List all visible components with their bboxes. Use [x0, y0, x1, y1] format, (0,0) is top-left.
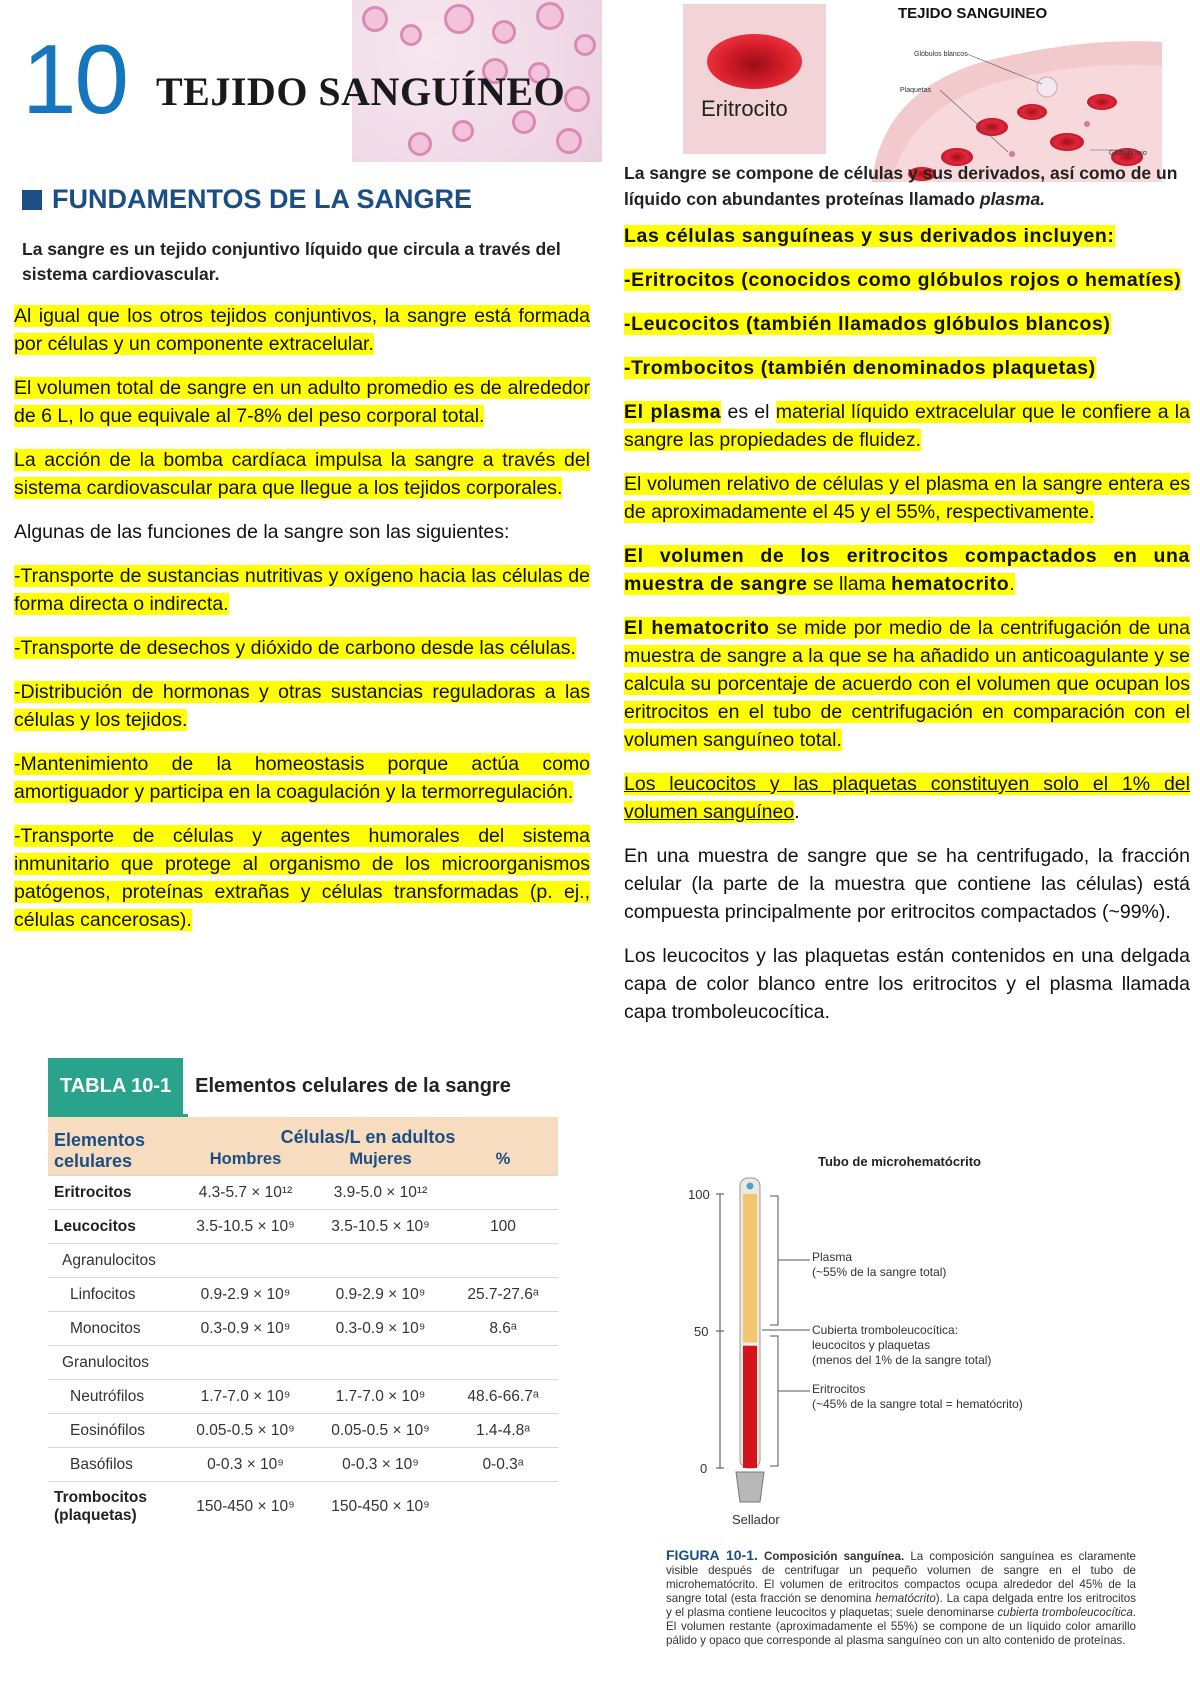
- rbc-icon: [1087, 94, 1117, 110]
- right-column: [624, 222, 1190, 1042]
- plasma-label: Plasma: [812, 1250, 853, 1264]
- vessel-label: Glóbulo rojo: [1109, 150, 1147, 157]
- left-column: [14, 302, 590, 950]
- buffy-label-sub: leucocitos y plaquetas: [812, 1338, 931, 1352]
- function-item: -Transporte de sustancias nutritivas y oxígeno hacia las células de forma directa o indirecta.: [14, 565, 590, 615]
- paragraph: El volumen total de sangre en un adulto promedio es de alrededor de 6 L, lo que equivale al 7-8% del peso corporal total.: [14, 377, 590, 427]
- tick-label: 0: [700, 1461, 708, 1476]
- table-row: Leucocitos 3.5-10.5 × 10⁹ 3.5-10.5 × 10⁹ 100: [48, 1210, 558, 1244]
- paragraph: Las células sanguíneas y sus derivados incluyen:: [624, 225, 1115, 247]
- cell-type-item: -Leucocitos (también llamados glóbulos blancos): [624, 313, 1111, 335]
- vessel-title: TEJIDO SANGUINEO: [898, 5, 1048, 22]
- plasma-column: [743, 1194, 757, 1343]
- chapter-title: TEJIDO SANGUÍNEO: [156, 69, 566, 114]
- erythrocyte-label: Eritrocito: [701, 96, 788, 121]
- col-group-header: Células/L en adultos: [178, 1117, 558, 1148]
- paragraph: El volumen de los eritrocitos compactados en una muestra de sangre se llama hematocrito.: [624, 545, 1190, 595]
- vessel-label: Plaquetas: [900, 87, 932, 94]
- red-cell-icon: [707, 34, 802, 89]
- col-header-women: Mujeres: [313, 1148, 448, 1176]
- tick-label: 100: [688, 1187, 710, 1202]
- plasma-label-note: (~55% de la sangre total): [812, 1265, 947, 1279]
- paragraph: El volumen relativo de células y el plasma en la sangre entera es de aproximadamente el 45 y el 55%, respectivamente.: [624, 473, 1190, 523]
- table-tag: TABLA 10-1: [48, 1058, 183, 1114]
- sealer-label: Sellador: [732, 1512, 780, 1527]
- cell-type-item: -Trombocitos (también denominados plaquetas): [624, 357, 1096, 379]
- function-item: -Transporte de células y agentes humorales del sistema inmunitario que protege al organismo de los microorganismos patógenos, proteínas extrañas y células transformadas (p. ej., células cancerosas).: [14, 825, 590, 931]
- table-header: [48, 1058, 558, 1114]
- figure-caption: FIGURA 10-1. Composición sanguínea. La composición sanguínea es claramente visible después de centrifugar un pequeño volumen de sangre en el tubo de microhematócrito. El volumen de eritrocitos compactos ocupa alrededor del 45% de la sangre total (esta fracción se denomina hematócrito). La capa delgada entre los eritrocitos y el plasma contiene leucocitos y plaquetas; suele denominarse cubierta tromboleucocítica. El volumen restante (aproximadamente el 55%) se compone de un líquido color amarillo pálido y opaco que corresponde al plasma sanguíneo con un alto contenido de proteínas.: [666, 1547, 1137, 1647]
- col-header-percent: %: [448, 1148, 558, 1176]
- table-row: Linfocitos 0.9-2.9 × 10⁹ 0.9-2.9 × 10⁹ 25.7-27.6ᵃ: [48, 1278, 558, 1312]
- erythrocyte-image: [683, 4, 826, 154]
- table-row: Agranulocitos: [48, 1244, 558, 1278]
- platelet-icon: [1084, 121, 1090, 127]
- function-item: -Transporte de desechos y dióxido de carbono desde las células.: [14, 637, 576, 659]
- table-row: Monocitos 0.3-0.9 × 10⁹ 0.3-0.9 × 10⁹ 8.6ᵃ: [48, 1312, 558, 1346]
- paragraph: Al igual que los otros tejidos conjuntivos, la sangre está formada por células y un componente extracelular.: [14, 305, 590, 355]
- paragraph: Los leucocitos y las plaquetas están contenidos en una delgada capa de color blanco entre los eritrocitos y el plasma llamada capa tromboleucocítica.: [624, 945, 1190, 1023]
- buffy-coat-column: [743, 1343, 757, 1346]
- col-header-elements: Elementos celulares: [48, 1117, 178, 1176]
- microhematocrit-figure: [680, 1150, 1140, 1530]
- rbc-icon: [1017, 104, 1047, 120]
- cell-elements-table: [48, 1117, 558, 1532]
- sealer-icon: [736, 1472, 764, 1502]
- table-row: Eosinófilos 0.05-0.5 × 10⁹ 0.05-0.5 × 10⁹ 1.4-4.8ᵃ: [48, 1414, 558, 1448]
- table-title: Elementos celulares de la sangre: [195, 1074, 511, 1097]
- figure-title: Tubo de microhematócrito: [818, 1154, 981, 1169]
- paragraph: Algunas de las funciones de la sangre son las siguientes:: [14, 521, 510, 543]
- paragraph: En una muestra de sangre que se ha centrifugado, la fracción celular (la parte de la muestra que contiene las células) está compuesta principalmente por eritrocitos compactados (~99%).: [624, 845, 1190, 923]
- function-item: -Distribución de hormonas y otras sustancias reguladoras a las células y los tejidos.: [14, 681, 590, 731]
- table-row: Trombocitos (plaquetas) 150-450 × 10⁹ 150-450 × 10⁹: [48, 1482, 558, 1533]
- meniscus-icon: [747, 1183, 754, 1190]
- section-lead: La sangre es un tejido conjuntivo líquido que circula a través del sistema cardiovascular.: [22, 239, 561, 284]
- vessel-label: Glóbulos blancos: [914, 51, 968, 58]
- paragraph: El hematocrito se mide por medio de la centrifugación de una muestra de sangre a la que se ha añadido un anticoagulante y se calcula su porcentaje de acuerdo con el volumen que ocupan los eritrocitos en el tubo de centrifugación en comparación con el volumen sanguíneo total.: [624, 617, 1191, 751]
- section-title: [22, 184, 472, 215]
- function-item: -Mantenimiento de la homeostasis porque actúa como amortiguador y participa en la coagulación y la termorregulación.: [14, 753, 590, 803]
- tick-label: 50: [694, 1324, 709, 1339]
- paragraph: El plasma es el material líquido extracelular que le confiere a la sangre las propiedades de fluidez.: [624, 401, 1190, 451]
- cell-type-item: -Eritrocitos (conocidos como glóbulos rojos o hematíes): [624, 269, 1182, 291]
- erythrocyte-column: [743, 1346, 757, 1468]
- right-lead: La sangre se compone de células y sus derivados, así como de un líquido con abundantes proteínas llamado plasma.: [624, 163, 1178, 209]
- table-row: Granulocitos: [48, 1346, 558, 1380]
- plasma-bracket: [770, 1196, 778, 1325]
- paragraph: La acción de la bomba cardíaca impulsa la sangre a través del sistema cardiovascular para que llegue a los tejidos corporales.: [14, 449, 590, 499]
- table-row: Basófilos 0-0.3 × 10⁹ 0-0.3 × 10⁹ 0-0.3ᵃ: [48, 1448, 558, 1482]
- erythrocyte-label-note: (~45% de la sangre total = hematócrito): [812, 1397, 1023, 1411]
- erythrocyte-bracket: [770, 1336, 778, 1466]
- platelet-icon: [1009, 151, 1015, 157]
- chapter-number: 10: [22, 24, 128, 134]
- buffy-label: Cubierta tromboleucocítica:: [812, 1323, 959, 1337]
- erythrocyte-label: Eritrocitos: [812, 1382, 866, 1396]
- table-10-1: [48, 1058, 558, 1532]
- paragraph: Los leucocitos y las plaquetas constituyen solo el 1% del volumen sanguíneo.: [624, 773, 1190, 823]
- col-header-men: Hombres: [178, 1148, 313, 1176]
- rbc-icon: [1050, 133, 1084, 151]
- section-square-icon: [22, 190, 42, 210]
- white-cell-icon: [1037, 77, 1057, 97]
- table-row: Eritrocitos 4.3-5.7 × 10¹² 3.9-5.0 × 10¹²: [48, 1176, 558, 1210]
- section-title-text: FUNDAMENTOS DE LA SANGRE: [52, 184, 473, 214]
- table-row: Neutrófilos 1.7-7.0 × 10⁹ 1.7-7.0 × 10⁹ 48.6-66.7ᵃ: [48, 1380, 558, 1414]
- buffy-label-note: (menos del 1% de la sangre total): [812, 1353, 992, 1367]
